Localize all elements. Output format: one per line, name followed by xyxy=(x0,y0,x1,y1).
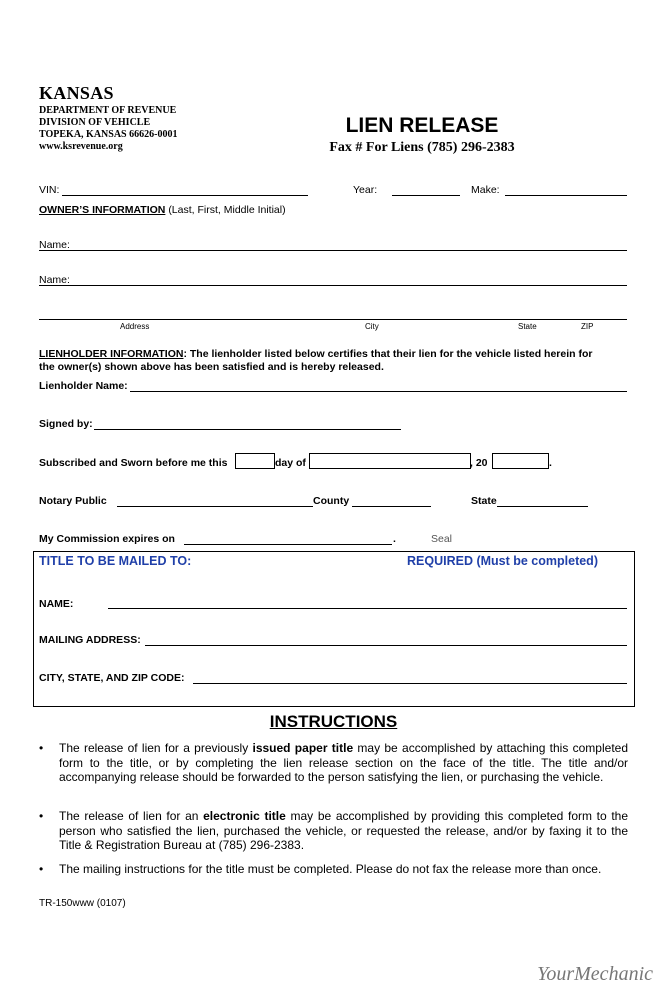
instruction-2-post: may be accomplished by providing this completed form to the person who satisfied the lien, purchased the vehicle, or requested the release, and/or by faxing it to the Title & Registration Bureau at (785) 296-2383. xyxy=(59,809,629,852)
mailing-name-label: NAME: xyxy=(39,598,74,610)
owner-name1-field[interactable] xyxy=(39,250,627,251)
instructions-title: INSTRUCTIONS xyxy=(269,712,398,731)
zip-caption: ZIP xyxy=(581,322,594,331)
county-label: County xyxy=(313,495,350,507)
year-prefix-label: , 20 xyxy=(470,457,488,469)
signed-by-field[interactable] xyxy=(94,429,401,430)
form-title: LIEN RELEASE xyxy=(345,114,499,137)
mailing-address-label: MAILING ADDRESS: xyxy=(39,634,141,646)
agency-website: www.ksrevenue.org xyxy=(39,141,123,152)
sworn-label: Subscribed and Sworn before me this xyxy=(39,457,228,469)
county-field[interactable] xyxy=(352,506,431,507)
owner-heading-row xyxy=(39,204,286,216)
city-caption: City xyxy=(365,322,379,331)
bullet-1: • xyxy=(39,741,44,755)
state-caption: State xyxy=(518,322,537,331)
seal-label: Seal xyxy=(431,533,453,545)
lienholder-name-field[interactable] xyxy=(130,391,627,392)
make-label: Make: xyxy=(471,184,500,196)
instruction-1 xyxy=(59,741,628,785)
owner-name2-field[interactable] xyxy=(39,285,627,286)
sworn-year-box[interactable] xyxy=(492,453,549,469)
bullet-3: • xyxy=(39,862,44,876)
owner-heading-note: (Last, First, Middle Initial) xyxy=(168,204,286,216)
owner-name1-label: Name: xyxy=(39,239,70,251)
vin-field[interactable] xyxy=(62,195,308,196)
instruction-1-bold: issued paper title xyxy=(252,741,354,755)
bullet-2: • xyxy=(39,809,44,823)
agency-state: KANSAS xyxy=(39,83,114,103)
mailing-address-field[interactable] xyxy=(145,645,627,646)
year-field[interactable] xyxy=(392,195,460,196)
mailing-name-field[interactable] xyxy=(108,608,627,609)
commission-period: . xyxy=(393,533,396,545)
signed-by-label: Signed by: xyxy=(39,418,93,430)
notary-label: Notary Public xyxy=(39,495,107,507)
vin-label: VIN: xyxy=(39,184,60,196)
fax-number: Fax # For Liens (785) 296-2383 xyxy=(329,140,515,155)
lienholder-statement xyxy=(39,348,629,374)
sworn-day-box[interactable] xyxy=(235,453,275,469)
sworn-month-box[interactable] xyxy=(309,453,471,469)
instruction-2 xyxy=(59,809,628,853)
notary-field[interactable] xyxy=(117,506,313,507)
state-field[interactable] xyxy=(497,506,588,507)
make-field[interactable] xyxy=(505,195,627,196)
year-label: Year: xyxy=(353,184,378,196)
instruction-2-bold: electronic title xyxy=(203,809,286,823)
commission-field[interactable] xyxy=(184,544,392,545)
state-label: State xyxy=(471,495,497,507)
instruction-2-pre: The release of lien for an xyxy=(59,809,204,823)
lienholder-statement-line1 xyxy=(39,348,629,361)
agency-division: DIVISION OF VEHICLE xyxy=(39,117,151,128)
instruction-1-post: may be accomplished by attaching this completed form to the title, or by completing the lien release section on the face of the title. The title and/or accompanying release should be forwarded to the person satisfying the lien, or purchasing the vehicle. xyxy=(59,741,628,784)
agency-department: DEPARTMENT OF REVENUE xyxy=(39,105,177,116)
watermark-logo: YourMechanic xyxy=(537,963,653,985)
mailing-csz-field[interactable] xyxy=(193,683,627,684)
day-of-label: day of xyxy=(275,457,306,469)
instruction-1-pre: The release of lien for a previously xyxy=(59,741,253,755)
mailing-csz-label: CITY, STATE, AND ZIP CODE: xyxy=(39,672,185,684)
form-code: TR-150www (0107) xyxy=(39,898,126,909)
instruction-3: The mailing instructions for the title must be completed. Please do not fax the release more than once. xyxy=(59,862,602,876)
lienholder-statement-line2: the owner(s) shown above has been satisfied and is hereby released. xyxy=(39,361,384,373)
lienholder-statement-text: : The lienholder listed below certifies that their lien for the vehicle listed herein for xyxy=(183,348,593,360)
mailing-required-note: REQUIRED (Must be completed) xyxy=(407,554,598,568)
address-caption: Address xyxy=(120,322,150,331)
owner-name2-label: Name: xyxy=(39,274,70,286)
owner-heading: OWNER’S INFORMATION xyxy=(39,204,166,216)
owner-address-field[interactable] xyxy=(39,319,627,320)
lienholder-heading: LIENHOLDER INFORMATION xyxy=(39,348,184,360)
mailing-heading: TITLE TO BE MAILED TO: xyxy=(39,554,192,568)
sworn-period: . xyxy=(549,457,552,469)
agency-address: TOPEKA, KANSAS 66626-0001 xyxy=(39,129,178,140)
lienholder-name-label: Lienholder Name: xyxy=(39,380,128,392)
commission-label: My Commission expires on xyxy=(39,533,175,545)
